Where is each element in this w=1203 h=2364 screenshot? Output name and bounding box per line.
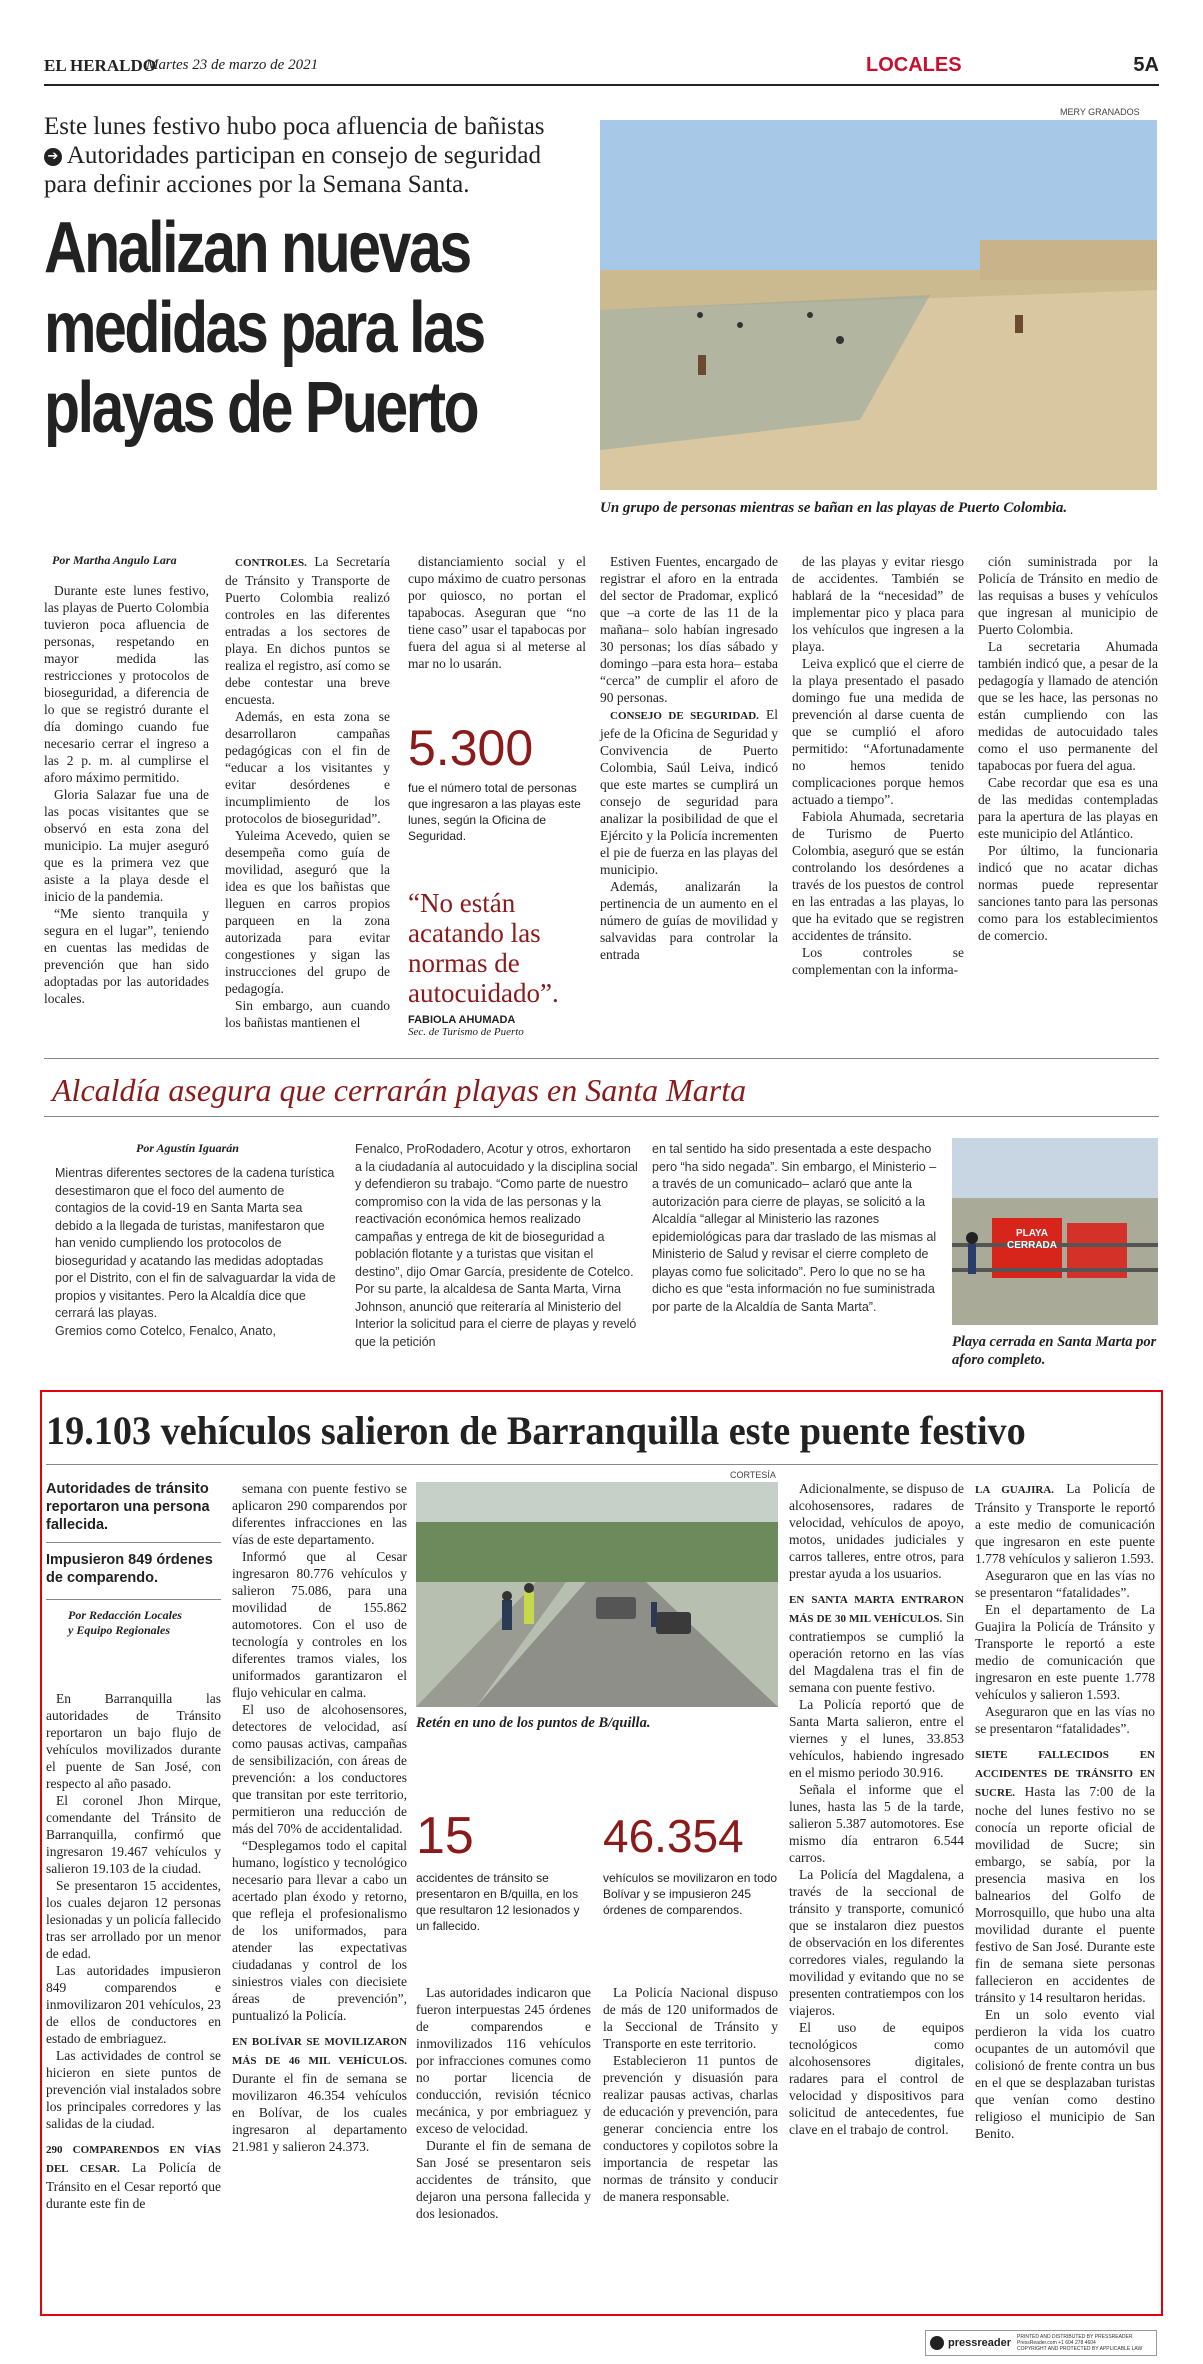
top-kicker: [44, 112, 604, 199]
vehicles-headline: 19.103 vehículos salieron de Barranquilla este puente festivo: [46, 1408, 1026, 1453]
top-col-4: [600, 553, 778, 963]
top-col2-p2: Además, en esta zona se desarrollaron campañas pedagógicas con el fin de “educar a los visitantes y evitar desórdenes e incumplimiento de los protocolos de bioseguridad”.: [225, 709, 390, 826]
vehicles-deck: [46, 1480, 221, 1638]
stat-5300: [408, 720, 586, 844]
vehicles-col4-p2: Establecieron 11 puntos de prevención y disuasión para realizar pausas activas, charlas de educación y prevención, para generar conciencia entre los conductores y copilotos sobre la importancia de respetar las normas de tránsito y conducir de manera responsable.: [603, 2053, 778, 2204]
vehicles-byline-2: y Equipo Regionales: [68, 1623, 171, 1637]
vehicles-col1-p4: Las autoridades impusieron 849 comparendos e inmovilizaron 201 vehículos, 23 de ellos de conductores en estado de embriaguez.: [46, 1963, 221, 2046]
kicker-line-1: Este lunes festivo hubo poca afluencia de bañistas: [44, 113, 545, 140]
top-col1-p2: Gloria Salazar fue una de las pocas visitantes que se observó en esta zona del municipio. La mujer aseguró que es la primera vez que asiste a la playa desde el inicio de la pandemia.: [44, 787, 209, 904]
vehicles-col2-p2: Informó que al Cesar ingresaron 80.776 vehículos y salieron 75.086, para una movilidad de 155.862 automotores. Con el uso de tecnología y controles en los diferentes tramos viales, los uniformados garantizaron el flujo vehicular en calma.: [232, 1549, 407, 1700]
vehicles-photo-credit: CORTESÍA: [730, 1470, 776, 1480]
top-photo-caption: Un grupo de personas mientras se bañan en las playas de Puerto Colombia.: [600, 500, 1068, 516]
top-col3-p1: distanciamiento social y el cupo máximo de cuatro personas por quiosco, no portan el tapabocas. Aseguran que “no tiene caso” usar el tapabocas por fuera del agua si al meterse al mar no lo usarán.: [408, 554, 586, 671]
pressreader-line-1: PRINTED AND DISTRIBUTED BY PRESSREADER: [1017, 2334, 1133, 2340]
pull-quote-role: Sec. de Turismo de Puerto: [408, 1026, 524, 1038]
stat-46354-text: vehículos se movilizaron en todo Bolívar y se impusieron 245 órdenes de comparendos.: [603, 1871, 778, 1917]
top-col6-p2: La secretaria Ahumada también indicó que, a pesar de la pedagogía y llamado de atención que se les hace, las personas no están cumpliendo con las medidas de autocuidado tales como el uso permanente del tapabocas por fuera del agua.: [978, 639, 1158, 773]
top-col-3: [408, 553, 586, 672]
kicker-line-2: Autoridades participan en consejo de seguridad: [66, 142, 542, 169]
pressreader-line-3: COPYRIGHT AND PROTECTED BY APPLICABLE LAW: [1017, 2346, 1143, 2352]
santa-marta-col-2: [355, 1141, 640, 1351]
top-col4-p3: Además, analizarán la pertinencia de un aumento en el número de guías de movilidad y salvavidas para controlar la entrada: [600, 879, 778, 962]
vehicles-col2-p1: semana con puente festivo se aplicaron 290 comparendos por diferentes infracciones en las vías de este departamento.: [232, 1481, 407, 1547]
top-photo-credit: MERY GRANADOS: [1060, 107, 1140, 117]
santa-marta-col2-p1: Fenalco, ProRodadero, Acotur y otros, exhortaron a la ciudadanía al autocuidado y la disciplina social y defendieron su trabajo. “Como parte de nuestro compromiso con la vida de las personas y la reactivación económica hemos realizado campañas y entrega de kit de bioseguridad a población flotante y a turistas que visitan el destino”, dijo Omar García, presidente de Cotelco. Por su parte, la alcaldesa de Santa Marta, Virna Johnson, anunció que reiteraría al Ministerio del Interior la solicitud para el cierre de playas y reveló que la petición: [355, 1142, 638, 1349]
issue-date: Martes 23 de marzo de 2021: [146, 57, 319, 73]
stat-5300-number: 5.300: [408, 720, 534, 776]
vehicles-col5-p3: La Policía reportó que de Santa Marta salieron, entre el viernes y el lunes, 33.853 vehículos, habiendo ingresado en el mismo periodo 30.916.: [789, 1697, 964, 1780]
vehicles-col-6: [975, 1480, 1155, 2142]
santa-marta-col-1: [55, 1165, 341, 1340]
top-col5-p2: Leiva explicó que el cierre de la playa presentado el pasado domingo fue una medida de prevención al darse cuenta de que se cumplió el aforo permitido: “Afortunadamente no hemos tenido complicaciones porque hemos actuado a tiempo”.: [792, 656, 964, 807]
stat-15-number: 15: [416, 1807, 474, 1865]
vehicles-photo-caption: Retén en uno de los puntos de B/quilla.: [416, 1715, 651, 1731]
vehicles-col5-p2: Sin contratiempos se cumplió la operación retorno en las vías del Magdalena tras el fin de semana con puente festivo.: [789, 1610, 965, 1695]
vehicles-col6-p2: Aseguraron que en las vías no se presentaron “fatalidades”.: [975, 1568, 1155, 1600]
pull-quote-text: “No están acatando las normas de autocuidado”.: [408, 888, 559, 1008]
santa-marta-photo: [952, 1138, 1158, 1325]
top-col5-p4: Los controles se complementan con la informa-: [792, 945, 964, 977]
vehicles-col5-p6: El uso de equipos tecnológicos como alcohosensores digitales, radares para el control de velocidad y dispositivos para solicitud de antecedentes, fue clave en el trabajo de control.: [789, 2020, 964, 2137]
vehicles-col1-p2: El coronel Jhon Mirque, comendante del Tránsito de Barranquilla, confirmó que ingresaron 19.467 vehículos y salieron 19.103 de la ciudad.: [46, 1793, 221, 1876]
vehicles-byline-1: Por Redacción Locales: [68, 1608, 182, 1622]
top-col4-p1: Estiven Fuentes, encargado de registrar el aforo en la entrada del sector de Pradomar, explicó que –a corte de las 11 de la mañana– solo habían ingresado 30 personas; los días sábado y domingo –para esta hora– estaba “cerca” de cumplir el aforo de 90 personas.: [600, 554, 778, 705]
closed-sign-text: PLAYA CERRADA: [1007, 1228, 1057, 1251]
pressreader-brand: pressreader: [948, 2337, 1011, 2349]
vehicles-deck-1: Autoridades de tránsito reportaron una persona fallecida.: [46, 1481, 210, 1533]
vehicles-col3-p2: Durante el fin de semana de San José se presentaron seis accidentes de tránsito, que dejaron una persona fallecida y dos lesionados.: [416, 2138, 591, 2221]
top-col4-p2: El jefe de la Oficina de Seguridad y Convivencia de Puerto Colombia, Saúl Leiva, indicó que este martes se cumplirá un consejo de seguridad para analizar la posibilidad de que el Ejército y la Policía incrementen el pie de fuerza en las playas del municipio.: [600, 707, 779, 877]
page-number: 5A: [1133, 54, 1159, 76]
vehicles-col2-p3: El uso de alcohosensores, detectores de velocidad, así como pausas activas, campañas de sensibilización, con áreas de prevención: a los conductores que transitan por este territorio, permitieron una reducción de más del 70% de accidentalidad.: [232, 1702, 407, 1836]
vehicles-col5-lead: EN SANTA MARTA ENTRARON MÁS DE 30 MIL VEHÍCULOS.: [789, 1594, 964, 1625]
checkpoint-photo: [416, 1482, 778, 1707]
vehicles-col2-lead: EN BOLÍVAR SE MOVILIZARON MÁS DE 46 MIL VEHÍCULOS.: [232, 2036, 407, 2067]
pressreader-footer: [925, 2330, 1157, 2356]
top-col5-p1: de las playas y evitar riesgo de accidentes. También se hablará de la “necesidad” de implementar pico y placa para los vehículos que ingresen a la playa.: [792, 554, 964, 654]
vehicles-col6-p5: Hasta las 7:00 de la noche del lunes festivo no se conocía un reporte oficial de movilidad de Sucre; sin embargo, se sabía, por la presencia masiva en los balnearios del Golfo de Morrosquillo, que hubo una alta movilidad durante el puente festivo de San José. Durante este fin de semana siete personas fallecieron en accidentes de tránsito y 14 resultaron heridas.: [975, 1784, 1155, 2005]
vehicles-col1-lead: 290 COMPARENDOS EN VÍAS DEL CESAR.: [46, 2144, 221, 2175]
top-col6-p3: Cabe recordar que esa es una de las medidas contempladas para la apertura de las playas en este municipio del Atlántico.: [978, 775, 1158, 841]
section-name: LOCALES: [866, 54, 962, 76]
santa-marta-col1-p2: Gremios como Cotelco, Fenalco, Anato,: [55, 1323, 276, 1338]
beach-photo: [600, 120, 1157, 490]
kicker-line-3: para definir acciones por la Semana Santa.: [44, 171, 470, 198]
section-rule-1: [44, 1058, 1159, 1059]
vehicles-col6-p4: Aseguraron que en las vías no se presentaron “fatalidades”.: [975, 1704, 1155, 1736]
pull-quote-name: FABIOLA AHUMADA: [408, 1014, 516, 1026]
top-col2-p3: Yuleima Acevedo, quien se desempeña como guía de movilidad, aseguró que la idea es que los bañistas que lleguen en carros propios parqueen en la zona autorizada para evitar congestiones y sigan las instrucciones del grupo de pedagogía.: [225, 828, 390, 996]
top-col2-p1: La Secretaría de Tránsito y Transporte de Puerto Colombia realizó controles en las diferentes entradas a los sectores de playa. En dichos puntos se realiza el registro, así como se debe contestar una breve encuesta.: [225, 554, 390, 707]
santa-marta-caption: Playa cerrada en Santa Marta por aforo completo.: [952, 1334, 1157, 1368]
vehicles-col6-p6: En un solo evento vial perdieron la vida los cuatro ocupantes de un automóvil que colisionó de frente contra un bus en el que se desplazaban turistas que venían como destino religioso el municipio de San Benito.: [975, 2007, 1155, 2141]
top-col1-p3: “Me siento tranquila y segura en el lugar”, teniendo en cuentas las medidas de prevención que han sido adoptadas por las autoridades locales.: [44, 906, 209, 1006]
masthead: [44, 52, 1159, 82]
vehicles-col3-p1: Las autoridades indicaron que fueron interpuestas 245 órdenes de comparendos e inmovilizados 116 vehículos por infracciones comunes como no portar licencia de conducción, revisión técnico mecánica, y por embriaguez y exceso de velocidad.: [416, 1985, 591, 2136]
top-col6-p1: ción suministrada por la Policía de Tránsito en medio de las requisas a buses y vehículos que ingresan al municipio de Puerto Colombia.: [978, 554, 1158, 637]
vehicles-col6-p3: En el departamento de La Guajira la Policía de Tránsito y Transporte le reportó a este medio de comunicación que ingresaron en este puente 1.778 vehículos y salieron 1.593.: [975, 1602, 1155, 1702]
top-col2-p4: Sin embargo, aun cuando los bañistas mantienen el: [225, 998, 390, 1030]
pull-quote: [408, 888, 586, 1038]
vehicles-col-1: [46, 1690, 221, 2212]
top-col4-lead: CONSEJO DE SEGURIDAD.: [610, 710, 759, 722]
santa-marta-headline: Alcaldía asegura que cerrarán playas en Santa Marta: [52, 1072, 747, 1108]
vehicles-col-4: [603, 1984, 778, 2205]
top-col-2: [225, 553, 390, 1031]
vehicles-col5-p5: La Policía del Magdalena, a través de la seccional de tránsito y transporte, comunicó que se instalaron diez puestos de observación en los diferentes corredores viales, regulando la movilidad y evitando que no se presenten contratiempos con los viajeros.: [789, 1867, 964, 2018]
pressreader-logo-icon: [930, 2336, 944, 2350]
stat-15: [416, 1808, 591, 1934]
top-byline: Por Martha Angulo Lara: [52, 553, 177, 567]
vehicles-col-3: [416, 1984, 591, 2222]
checkpoint-scene: [416, 1482, 778, 1707]
santa-marta-col3-p1: en tal sentido ha sido presentada a este despacho pero “ha sido negada”. Sin embargo, el Ministerio –a través de un comunicado– aclaró que ante la autorización para cierre de playas, se solicitó a la Alcaldía “allegar al Ministerio las razones epidemiológicas para dar traslado de las mismas al Ministerio de Salud y revisar el cierre completo de playas como fue solicitado”. Pero lo que no se ha dicho es que “esta información no fue suministrada por parte de la Alcaldía de Santa Marta”.: [652, 1142, 937, 1314]
santa-marta-byline: Por Agustín Iguarán: [136, 1141, 239, 1155]
vehicles-col-5: [789, 1480, 964, 2138]
vehicles-col6-lead-2: SIETE FALLECIDOS EN ACCIDENTES DE TRÁNSITO EN SUCRE.: [975, 1749, 1155, 1799]
vehicles-col2-p5: Durante el fin de semana se movilizaron 46.354 vehículos en Bolívar, de los cuales ingresaron al departamento 21.981 y salieron 24.373.: [232, 2071, 407, 2154]
stat-46354-number: 46.354: [603, 1810, 744, 1862]
vehicles-col1-p3: Se presentaron 15 accidentes, los cuales dejaron 12 personas lesionadas y un policía fallecido tras ser arrollado por un menor de edad.: [46, 1878, 221, 1961]
arrow-icon: ➔: [44, 148, 62, 166]
vehicles-col5-p1: Adicionalmente, se dispuso de alcohosensores, radares de velocidad, vehículos de apoyo, motos, unidades judiciales y carros talleres, entre otros, para prestar ayuda a los usuarios.: [789, 1481, 964, 1581]
vehicles-col6-p1: La Policía de Tránsito y Transporte le reportó a este medio de comunicación que ingresaron en este puente 1.778 vehículos y salieron 1.593.: [975, 1481, 1155, 1566]
top-col-1: [44, 582, 209, 1007]
santa-marta-col-3: [652, 1141, 937, 1316]
top-col-5: [792, 553, 964, 978]
stat-15-text: accidentes de tránsito se presentaron en B/quilla, en los que resultaron 12 lesionados y un fallecido.: [416, 1871, 580, 1933]
vehicles-col-2: [232, 1480, 407, 2155]
top-col-6: [978, 553, 1158, 944]
top-headline: Analizan nuevas medidas para las playas de Puerto: [44, 208, 484, 448]
vehicles-col6-lead: LA GUAJIRA.: [975, 1484, 1055, 1496]
stat-5300-text: fue el número total de personas que ingresaron a las playas este lunes, según la Oficina de Seguridad.: [408, 781, 581, 843]
stat-46354: [603, 1808, 778, 1918]
masthead-rule: [44, 84, 1159, 86]
vehicles-col1-p5: Las actividades de control se hicieron en siete puntos de prevención vial instalados sobre los principales corredores y las salidas de la ciudad.: [46, 2048, 221, 2131]
pressreader-line-2: PressReader.com +1 604 278 4604: [1017, 2340, 1096, 2346]
vehicles-deck-2: Impusieron 849 órdenes de comparendo.: [46, 1552, 213, 1586]
top-col2-lead: CONTROLES.: [235, 557, 307, 569]
top-col1-p1: Durante este lunes festivo, las playas de Puerto Colombia tuvieron poca afluencia de personas, respetando en mayor medida las restricciones y protocolos de bioseguridad, a diferencia de lo que se registró durante el día domingo cuando fue necesario cerrar el ingreso a las 2 p. m. al cumplirse el aforo máximo permitido.: [44, 583, 209, 785]
santa-marta-col1-p1: Mientras diferentes sectores de la cadena turística desestimaron que el foco del aumento de contagios de la covid-19 en Santa Marta sea debido a la llegada de turistas, manifestaron que han venido cumpliendo los protocolos de bioseguridad y acatando las medidas adoptadas por el Distrito, con el fin de salvaguardar la vida de propios y visitantes. Pero la Alcaldía dice que cerrará las playas.: [55, 1166, 336, 1320]
vehicles-rule: [46, 1464, 1158, 1465]
vehicles-col2-p4: “Desplegamos todo el capital humano, logístico y tecnológico necesario para llevar a cabo un acertado plan éxodo y retorno, que refleja el profesionalismo de los uniformados, para atender las expectativas ciudadanas y control de los siniestros viales con diecisiete áreas de prevención”, puntualizó la Policía.: [232, 1838, 407, 2023]
vehicles-col1-p1: En Barranquilla las autoridades de Tránsito reportaron un bajo flujo de vehículos movilizados durante el puente de San José, con respecto al año pasado.: [46, 1691, 221, 1791]
top-col5-p3: Fabiola Ahumada, secretaria de Turismo de Puerto Colombia, aseguró que se están controlando los desórdenes a través de los puestos de control en las entradas a las playas, lo que ha evitado que se registren accidentes de tránsito.: [792, 809, 964, 943]
paper-name: EL HERALDO: [44, 56, 156, 75]
vehicles-col1-p6: La Policía de Tránsito en el Cesar reportó que durante este fin de: [46, 2160, 222, 2211]
vehicles-col4-p1: La Policía Nacional dispuso de más de 120 uniformados de la Seccional de Tránsito y Transporte en este territorio.: [603, 1985, 778, 2051]
vehicles-col5-p4: Señala el informe que el lunes, hasta las 5 de la tarde, salieron 5.387 automotores. Ese mismo día entraron 6.544 carros.: [789, 1782, 964, 1865]
santa-marta-rule: [44, 1116, 1159, 1117]
top-col6-p4: Por último, la funcionaria indicó que no acatar dichas normas puede representar sanciones tanto para las personas como para los establecimientos de comercio.: [978, 843, 1158, 943]
beach-scene: [600, 120, 1157, 490]
